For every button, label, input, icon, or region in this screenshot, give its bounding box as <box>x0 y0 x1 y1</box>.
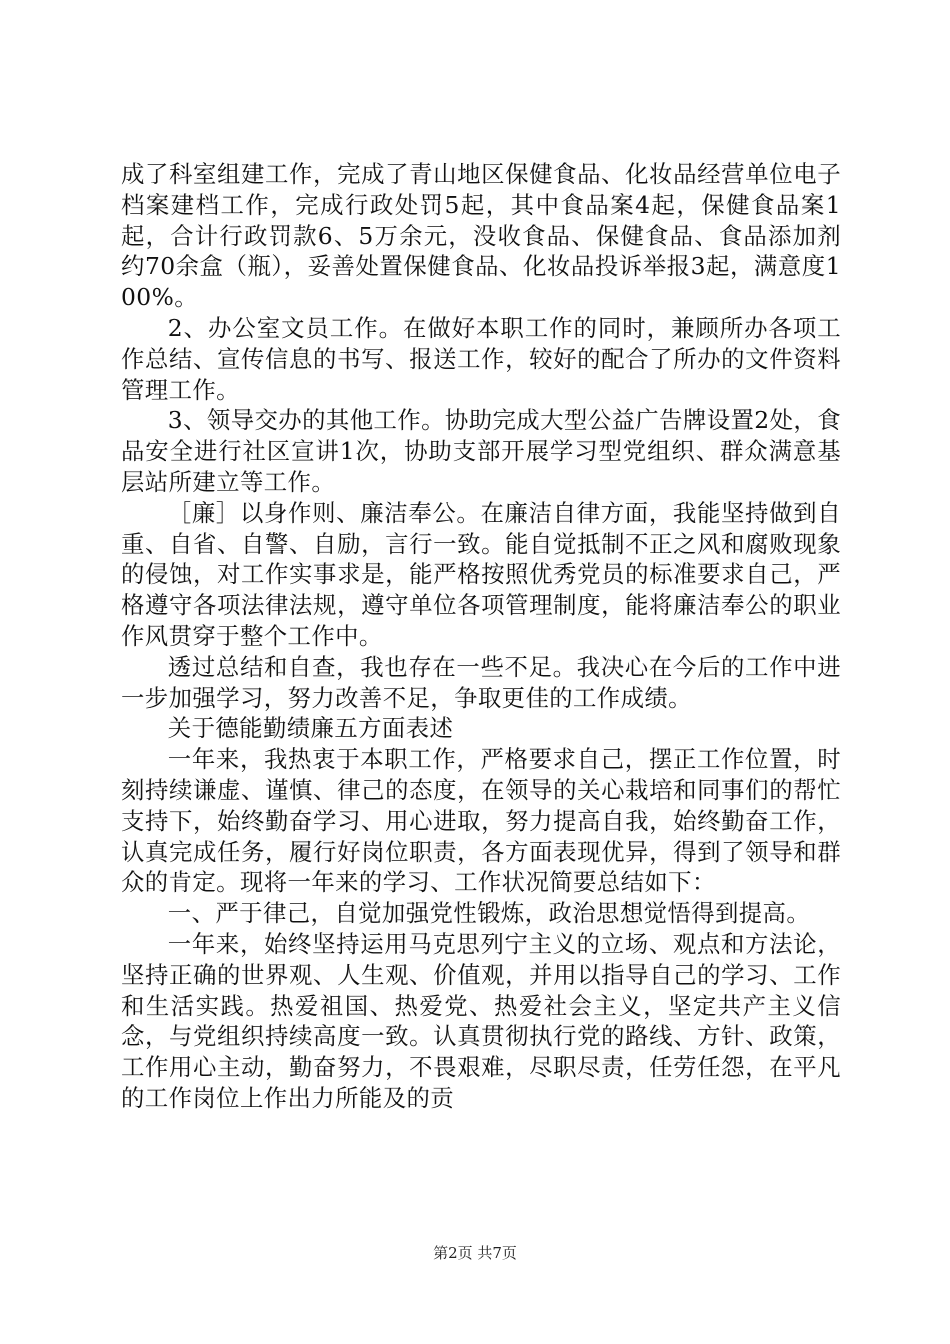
page-footer: 第2页 共7页 <box>433 1244 517 1262</box>
paragraph-political-thought: 一年来，始终坚持运用马克思列宁主义的立场、观点和方法论，坚持正确的世界观、人生观、价值观，并用以指导自己的学习、工作和生活实践。热爱祖国、热爱党、热爱社会主义，坚定共产主义信念，与党组织持续高度一致。认真贯彻执行党的路线、方针、政策，工作用心主动，勤奋努力，不畏艰难，尽职尽责，任劳任怨，在平凡的工作岗位上作出力所能及的贡 <box>121 929 841 1112</box>
paragraph-year-summary: 一年来，我热衷于本职工作，严格要求自己，摆正工作位置，时刻持续谦虚、谨慎、律己的态度，在领导的关心栽培和同事们的帮忙支持下，始终勤奋学习、用心进取，努力提高自我，始终勤奋工作，认真完成任务，履行好岗位职责，各方面表现优异，得到了领导和群众的肯定。现将一年来的学习、工作状况简要总结如下： <box>121 745 841 897</box>
paragraph-office-clerk: 2、办公室文员工作。在做好本职工作的同时，兼顾所办各项工作总结、宣传信息的书写、报送工作，较好的配合了所办的文件资料管理工作。 <box>121 313 841 404</box>
section-heading: 关于德能勤绩廉五方面表述 <box>167 714 454 743</box>
document-body <box>121 159 841 1114</box>
paragraph-other-tasks: 3、领导交办的其他工作。协助完成大型公益广告牌设置2处，食品安全进行社区宣讲1次，协助支部开展学习型党组织、群众满意基层站所建立等工作。 <box>121 406 841 496</box>
paragraph-continuation: 成了科室组建工作，完成了青山地区保健食品、化妆品经营单位电子档案建档工作，完成行政处罚5起，其中食品案4起，保健食品案1起，合计行政罚款6、5万余元，没收食品、保健食品、食品添加剂约70余盒（瓶），妥善处置保健食品、化妆品投诉举报3起，满意度100%。 <box>121 160 841 312</box>
paragraph-integrity: ［廉］以身作则、廉洁奉公。在廉洁自律方面，我能坚持做到自重、自省、自警、自励，言行一致。能自觉抵制不正之风和腐败现象的侵蚀，对工作实事求是，能严格按照优秀党员的标准要求自己，严格遵守各项法律法规，遵守单位各项管理制度，能将廉洁奉公的职业作风贯穿于整个工作中。 <box>121 498 841 650</box>
paragraph-self-review: 透过总结和自查，我也存在一些不足。我决心在今后的工作中进一步加强学习，努力改善不足，争取更佳的工作成绩。 <box>121 652 841 712</box>
paragraph-point-one: 一、严于律己，自觉加强党性锻炼，政治思想觉悟得到提高。 <box>167 899 811 928</box>
